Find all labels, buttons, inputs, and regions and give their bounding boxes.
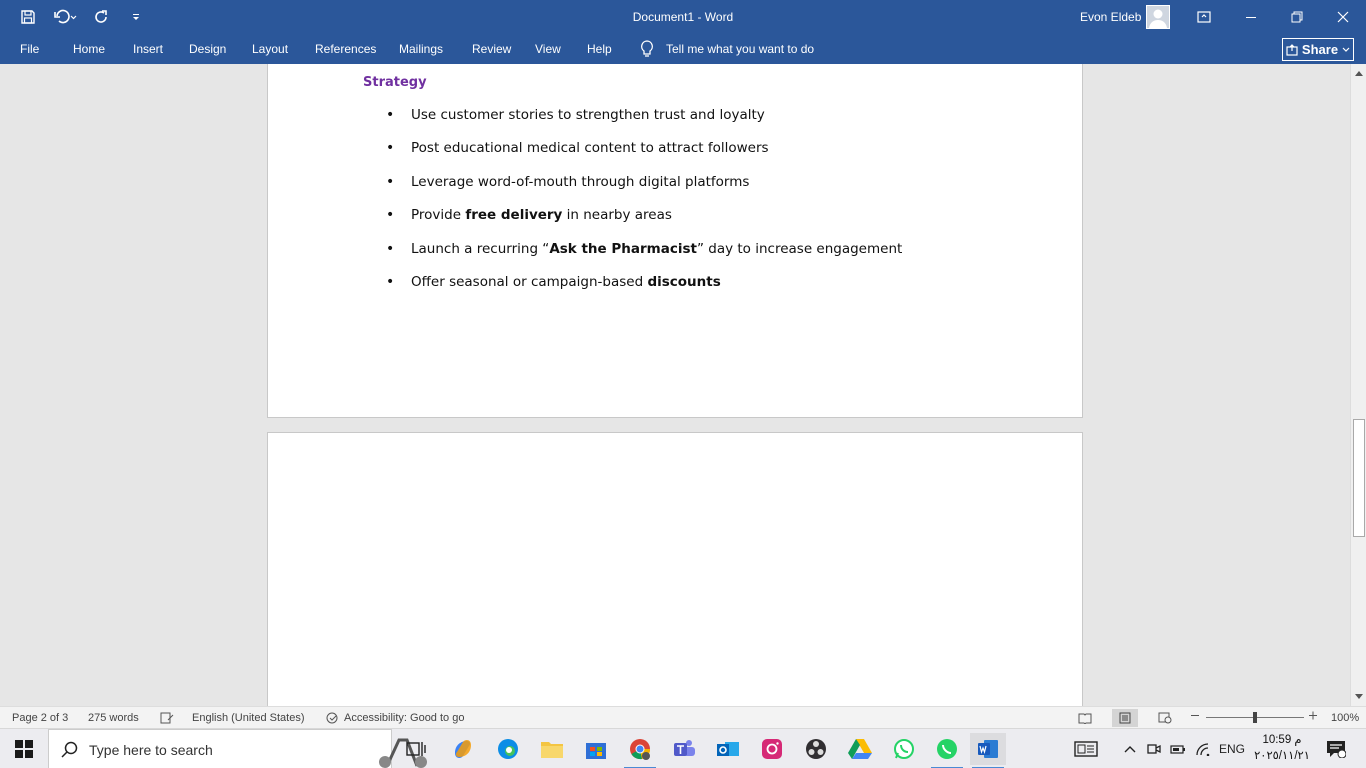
minus-icon: [1190, 710, 1200, 720]
zoom-level[interactable]: 100%: [1331, 712, 1360, 724]
tray-notifications[interactable]: [1318, 729, 1354, 768]
battery-icon: [1170, 743, 1186, 755]
triangle-down-icon: [1355, 694, 1363, 700]
chevron-up-icon: [1124, 745, 1136, 753]
redo-button[interactable]: [88, 3, 116, 31]
chevron-down-icon: [1342, 46, 1350, 54]
tab-view[interactable]: View: [535, 42, 561, 56]
scroll-down-button[interactable]: [1351, 689, 1366, 705]
window-controls: [1228, 0, 1366, 33]
file-explorer-app[interactable]: [534, 733, 570, 765]
word-app[interactable]: [970, 733, 1006, 765]
tab-help[interactable]: Help: [587, 42, 612, 56]
web-layout-button[interactable]: [1152, 709, 1178, 727]
zoom-out-button[interactable]: [1190, 710, 1200, 720]
avatar[interactable]: [1146, 5, 1170, 29]
share-label: Share: [1301, 42, 1339, 57]
triangle-up-icon: [1355, 70, 1363, 76]
print-layout-button[interactable]: [1112, 709, 1138, 727]
search-icon: [61, 741, 79, 759]
teams-icon: [672, 738, 696, 760]
proofing-status[interactable]: [160, 712, 174, 724]
restore-icon: [1291, 11, 1303, 23]
page[interactable]: [267, 432, 1083, 706]
tray-clock[interactable]: [1252, 732, 1312, 764]
tab-home[interactable]: Home: [73, 42, 106, 56]
lightbulb-icon: [640, 40, 654, 58]
microsoft-store-app[interactable]: [578, 733, 614, 765]
folder-icon: [540, 739, 564, 759]
list-item[interactable]: • Launch a recurring “Ask the Pharmacist” day to increase engagement: [386, 239, 902, 272]
tray-wifi[interactable]: [1193, 729, 1213, 768]
news-icon: [1074, 741, 1098, 757]
book-icon: [1078, 712, 1092, 724]
ribbon-display-options-button[interactable]: [1186, 0, 1222, 33]
copilot-icon: [451, 737, 475, 761]
save-icon: [20, 9, 36, 25]
proofing-icon: [160, 712, 174, 724]
whatsapp-app[interactable]: [886, 733, 922, 765]
page-icon: [1118, 712, 1132, 724]
drive-icon: [848, 738, 872, 760]
list-item[interactable]: • Post educational medical content to attract followers: [386, 138, 902, 171]
instagram-icon: [761, 738, 783, 760]
ribbon-tabs: [0, 33, 1366, 64]
list-item[interactable]: • Offer seasonal or campaign-based discounts: [386, 272, 902, 305]
bullet-list: [386, 105, 902, 305]
section-heading: Strategy: [363, 75, 427, 90]
page-indicator[interactable]: Page 2 of 3: [12, 712, 69, 724]
whatsapp-icon: [936, 738, 958, 760]
web-icon: [1158, 712, 1172, 724]
list-item[interactable]: • Use customer stories to strengthen trust and loyalty: [386, 105, 902, 138]
scroll-thumb[interactable]: [1353, 419, 1365, 537]
chrome-icon: [628, 737, 652, 761]
undo-icon: [53, 9, 77, 25]
title-bar: [0, 0, 1366, 33]
customize-qat-button[interactable]: [122, 3, 150, 31]
obs-app[interactable]: [798, 733, 834, 765]
minimize-icon: [1245, 11, 1257, 23]
task-view-button[interactable]: [398, 733, 434, 765]
read-mode-button[interactable]: [1072, 709, 1098, 727]
tray-meet-now[interactable]: [1144, 729, 1164, 768]
wifi-icon: [1195, 742, 1211, 756]
tab-design[interactable]: Design: [189, 42, 227, 56]
tab-references[interactable]: References: [315, 42, 377, 56]
whatsapp-business-app[interactable]: [929, 733, 965, 765]
taskbar-search-box[interactable]: [48, 729, 392, 768]
edge-icon: [496, 737, 520, 761]
tray-language[interactable]: ENG: [1218, 742, 1245, 756]
page[interactable]: [267, 64, 1083, 418]
scroll-up-button[interactable]: [1351, 65, 1366, 81]
close-button[interactable]: [1320, 0, 1366, 33]
close-icon: [1337, 11, 1349, 23]
outlook-app[interactable]: [710, 733, 746, 765]
tell-me-label: Tell me what you want to do: [666, 42, 815, 56]
share-icon: [1286, 44, 1298, 56]
google-drive-app[interactable]: [842, 733, 878, 765]
whatsapp-icon: [893, 738, 915, 760]
instagram-app[interactable]: [754, 733, 790, 765]
search-placeholder: Type here to search: [89, 742, 213, 758]
list-item[interactable]: • Provide free delivery in nearby areas: [386, 205, 902, 238]
chrome-app[interactable]: [622, 733, 658, 765]
status-bar: [0, 706, 1366, 728]
redo-icon: [94, 9, 110, 25]
tray-news-widget[interactable]: [1068, 729, 1104, 768]
accessibility-label: Accessibility: Good to go: [344, 712, 465, 724]
tab-file[interactable]: File: [20, 42, 40, 56]
document-canvas[interactable]: [0, 64, 1350, 706]
save-button[interactable]: [14, 3, 42, 31]
chevron-down-icon: [131, 12, 141, 22]
zoom-in-button[interactable]: [1308, 710, 1318, 720]
tab-layout[interactable]: Layout: [252, 42, 289, 56]
language-indicator[interactable]: English (United States): [192, 712, 305, 724]
tell-me-search[interactable]: [640, 39, 814, 59]
word-count[interactable]: 275 words: [88, 712, 139, 724]
plus-icon: [1308, 710, 1318, 720]
word-icon: [977, 738, 999, 760]
taskbar: [0, 728, 1366, 768]
quick-access-toolbar: [14, 0, 150, 33]
clock-date: ٢٠٢٥/١١/٢١: [1254, 750, 1310, 762]
ribbon-options-icon: [1197, 11, 1211, 23]
zoom-slider-thumb[interactable]: [1253, 712, 1257, 723]
tab-review[interactable]: Review: [472, 42, 512, 56]
list-item[interactable]: • Leverage word-of-mouth through digital platforms: [386, 172, 902, 205]
undo-button[interactable]: [48, 3, 82, 31]
document-title: Document1 - Word: [632, 10, 734, 24]
edge-app[interactable]: [490, 733, 526, 765]
start-button[interactable]: [0, 729, 48, 768]
notification-icon: [1326, 740, 1346, 758]
outlook-icon: [716, 738, 740, 760]
task-view-icon: [406, 740, 426, 758]
clock-time: 10:59 م: [1262, 734, 1302, 746]
user-name[interactable]: Evon Eldeb: [1080, 10, 1142, 24]
obs-icon: [805, 738, 827, 760]
store-icon: [585, 738, 607, 760]
accessibility-status[interactable]: [326, 712, 464, 724]
accessibility-icon: [326, 712, 340, 724]
copilot-app[interactable]: [445, 733, 481, 765]
tab-mailings[interactable]: Mailings: [399, 42, 444, 56]
camera-icon: [1147, 742, 1161, 756]
show-hidden-icons-button[interactable]: [1120, 729, 1140, 768]
user-icon: [1147, 6, 1169, 28]
vertical-scrollbar[interactable]: [1350, 64, 1366, 706]
teams-app[interactable]: [666, 733, 702, 765]
share-button[interactable]: [1282, 38, 1354, 61]
restore-button[interactable]: [1274, 0, 1320, 33]
windows-icon: [15, 740, 33, 758]
minimize-button[interactable]: [1228, 0, 1274, 33]
tray-battery[interactable]: [1168, 729, 1188, 768]
tab-insert[interactable]: Insert: [133, 42, 164, 56]
